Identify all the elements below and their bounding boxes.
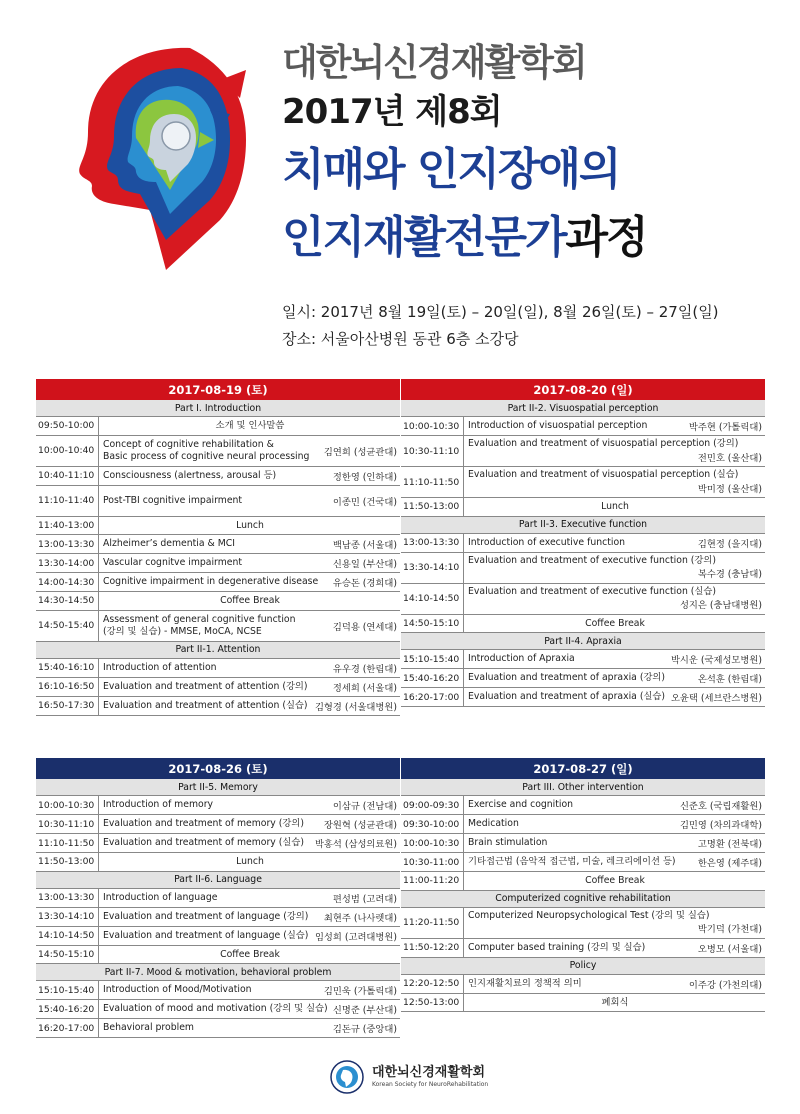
session-speaker: 정한영 (인하대) bbox=[332, 471, 397, 483]
session-time: 15:40-16:20 bbox=[36, 1000, 99, 1018]
session-cell bbox=[464, 853, 765, 871]
part-header: Policy bbox=[401, 958, 765, 975]
session-time: 16:10-16:50 bbox=[36, 678, 99, 696]
session-speaker: 장원혁 (성균관대) bbox=[323, 820, 397, 831]
schedule-row bbox=[401, 796, 765, 815]
session-topic: Lunch bbox=[601, 501, 629, 513]
schedule-rows bbox=[401, 400, 765, 707]
schedule-row bbox=[401, 872, 765, 891]
session-cell bbox=[99, 592, 400, 610]
schedule-row bbox=[36, 946, 400, 965]
session-speaker: 김현정 (을지대) bbox=[697, 538, 762, 550]
session-cell bbox=[464, 815, 765, 833]
session-cell bbox=[99, 834, 400, 852]
session-time: 11:10-11:50 bbox=[36, 834, 99, 852]
session-topic: Post-TBI cognitive impairment bbox=[103, 494, 243, 506]
part-header: Part II-7. Mood & motivation, behavioral problem bbox=[36, 964, 400, 981]
part-header: Part II-2. Visuospatial perception bbox=[401, 400, 765, 417]
session-speaker: 박시운 (국제성모병원) bbox=[670, 655, 762, 666]
session-topic: Introduction of Apraxia bbox=[468, 653, 575, 665]
session-time: 14:00-14:30 bbox=[36, 573, 99, 591]
session-time: 14:30-14:50 bbox=[36, 592, 99, 610]
session-time: 10:00-10:30 bbox=[401, 417, 464, 435]
schedule-row bbox=[36, 1000, 400, 1019]
schedule-day2 bbox=[401, 379, 765, 707]
schedule-row bbox=[401, 994, 765, 1013]
session-cell bbox=[99, 611, 400, 641]
session-topic: Evaluation and treatment of language (실습) bbox=[103, 929, 309, 941]
course-title-line1: 치매와 인지장애의 bbox=[282, 144, 620, 195]
session-topic: Alzheimer’s dementia & MCI bbox=[103, 538, 235, 550]
schedule-row bbox=[401, 908, 765, 939]
course-title-line2-main: 인지재활전문가 bbox=[282, 212, 566, 263]
session-time: 11:20-11:50 bbox=[401, 908, 464, 938]
part-header: Part II-1. Attention bbox=[36, 642, 400, 659]
session-speaker: 백남종 (서울대) bbox=[332, 540, 397, 551]
session-cell bbox=[464, 939, 765, 957]
part-header: Part II-3. Executive function bbox=[401, 517, 765, 534]
schedule-rows bbox=[36, 400, 400, 716]
session-speaker: 김민욱 (가톨릭대) bbox=[323, 986, 397, 997]
session-speaker: 유우경 (한림대) bbox=[332, 663, 397, 675]
schedule-row bbox=[401, 688, 765, 707]
session-topic: Cognitive impairment in degenerative disease bbox=[103, 576, 319, 588]
session-cell bbox=[464, 669, 765, 687]
session-time: 10:00-10:30 bbox=[36, 796, 99, 814]
course-title-line2 bbox=[282, 201, 647, 265]
schedule-row bbox=[36, 573, 400, 592]
session-speaker: 전민호 (울산대) bbox=[697, 452, 762, 464]
session-topic: Evaluation and treatment of attention (강의) bbox=[103, 680, 308, 692]
schedule-row bbox=[36, 417, 400, 436]
session-cell bbox=[99, 815, 400, 833]
session-cell bbox=[99, 1000, 400, 1018]
schedule-row bbox=[401, 553, 765, 584]
session-speaker: 김민영 (차의과대학) bbox=[679, 820, 762, 831]
session-speaker: 오병모 (서울대) bbox=[697, 943, 762, 955]
session-speaker: 임성희 (고려대병원) bbox=[314, 931, 397, 943]
session-cell bbox=[464, 908, 765, 938]
session-cell bbox=[464, 584, 765, 614]
session-time: 13:30-14:10 bbox=[36, 908, 99, 926]
session-topic: Evaluation and treatment of apraxia (강의) bbox=[468, 672, 666, 684]
footer-society-english: Korean Society for NeuroRehabilitation bbox=[372, 1080, 489, 1088]
session-time: 09:50-10:00 bbox=[36, 417, 99, 435]
part-header: Part II-6. Language bbox=[36, 872, 400, 889]
session-topic: Evaluation and treatment of visuospatial perception (강의) bbox=[468, 438, 739, 450]
session-topic: Computer based training (강의 및 실습) bbox=[468, 941, 646, 953]
session-cell bbox=[464, 436, 765, 466]
event-date: 일시: 2017년 8월 19일(토) – 20일(일), 8월 26일(토) – 27일(일) bbox=[282, 303, 719, 321]
session-time: 11:10-11:50 bbox=[401, 467, 464, 497]
session-time: 10:30-11:00 bbox=[401, 853, 464, 871]
session-topic: Behavioral problem bbox=[103, 1022, 194, 1034]
session-topic: Computerized Neuropsychological Test (강의 및 실습) bbox=[468, 909, 710, 921]
session-topic: Introduction of memory bbox=[103, 799, 214, 811]
day-header: 2017-08-26 (토) bbox=[36, 758, 400, 779]
session-time: 12:20-12:50 bbox=[401, 975, 464, 993]
schedule-row bbox=[401, 534, 765, 553]
schedule-row bbox=[36, 486, 400, 517]
session-time: 14:10-14:50 bbox=[401, 584, 464, 614]
session-time: 15:40-16:10 bbox=[36, 659, 99, 677]
session-speaker: 고명환 (전북대) bbox=[697, 839, 762, 850]
schedule-row bbox=[36, 554, 400, 573]
session-time: 09:00-09:30 bbox=[401, 796, 464, 814]
schedule-row bbox=[36, 659, 400, 678]
footer-society-name: 대한뇌신경재활학회 bbox=[372, 1065, 486, 1081]
session-topic: Coffee Break bbox=[220, 948, 280, 960]
schedule-row bbox=[36, 517, 400, 536]
session-cell bbox=[464, 688, 765, 706]
session-time: 09:30-10:00 bbox=[401, 815, 464, 833]
session-topic: Medication bbox=[468, 818, 519, 830]
session-speaker: 유승돈 (경희대) bbox=[332, 578, 397, 589]
session-speaker: 복수경 (충남대) bbox=[697, 569, 762, 581]
schedule-row bbox=[36, 611, 400, 642]
schedule-row bbox=[401, 975, 765, 994]
session-cell bbox=[99, 486, 400, 516]
session-cell bbox=[99, 853, 400, 871]
schedule-row bbox=[36, 1019, 400, 1038]
session-speaker: 신명준 (부산대) bbox=[332, 1005, 397, 1016]
session-speaker: 김덕용 (연세대) bbox=[332, 621, 397, 633]
session-cell bbox=[464, 498, 765, 516]
schedule-rows bbox=[36, 779, 400, 1038]
session-cell bbox=[99, 417, 400, 435]
session-speaker: 최현주 (나사렛대) bbox=[323, 912, 397, 924]
session-topic: 소개 및 인사말씀 bbox=[215, 420, 285, 432]
session-cell bbox=[99, 908, 400, 926]
session-speaker: 한은영 (제주대) bbox=[697, 858, 762, 869]
session-speaker: 박주현 (가톨릭대) bbox=[688, 422, 762, 433]
session-speaker: 김연희 (성균관대) bbox=[323, 446, 397, 458]
schedule-row bbox=[36, 908, 400, 927]
schedule-row bbox=[36, 889, 400, 908]
session-topic: Concept of cognitive rehabilitation & Basic process of cognitive neural processing bbox=[103, 439, 310, 462]
schedule-row bbox=[36, 467, 400, 486]
session-cell bbox=[99, 946, 400, 964]
session-speaker: 이주강 (가천의대) bbox=[688, 979, 762, 991]
session-topic: 인지재활치료의 정책적 의미 bbox=[468, 977, 582, 989]
session-topic: Evaluation and treatment of language (강의) bbox=[103, 910, 309, 922]
session-topic: Assessment of general cognitive function (강의 및 실습) - MMSE, MoCA, NCSE bbox=[103, 614, 296, 637]
session-time: 13:00-13:30 bbox=[401, 534, 464, 552]
session-time: 10:00-10:40 bbox=[36, 436, 99, 466]
session-topic: Introduction of visuospatial perception bbox=[468, 420, 648, 432]
session-time: 16:50-17:30 bbox=[36, 697, 99, 715]
session-topic: Coffee Break bbox=[585, 875, 645, 887]
session-topic: Exercise and cognition bbox=[468, 799, 574, 811]
society-name: 대한뇌신경재활학회 bbox=[282, 41, 586, 84]
session-cell bbox=[99, 535, 400, 553]
session-cell bbox=[464, 417, 765, 435]
day-header: 2017-08-19 (토) bbox=[36, 379, 400, 400]
schedule-row bbox=[36, 592, 400, 611]
schedule-row bbox=[36, 678, 400, 697]
session-time: 10:40-11:10 bbox=[36, 467, 99, 485]
session-cell bbox=[464, 467, 765, 497]
schedule-row bbox=[401, 669, 765, 688]
session-speaker: 김형경 (서울대병원) bbox=[314, 701, 397, 713]
schedule-row bbox=[36, 834, 400, 853]
schedule-day4 bbox=[401, 758, 765, 1012]
session-time: 15:10-15:40 bbox=[401, 650, 464, 668]
footer-logo bbox=[330, 1057, 488, 1097]
session-topic: Evaluation and treatment of memory (강의) bbox=[103, 818, 304, 830]
part-header: Part II-5. Memory bbox=[36, 779, 400, 796]
session-speaker: 박미정 (울산대) bbox=[697, 483, 762, 495]
session-topic: Coffee Break bbox=[220, 595, 280, 607]
session-time: 13:30-14:00 bbox=[36, 554, 99, 572]
session-cell bbox=[464, 796, 765, 814]
session-topic: Evaluation and treatment of attention (실습) bbox=[103, 699, 308, 711]
session-time: 10:00-10:30 bbox=[401, 834, 464, 852]
heads-arrows-logo-icon bbox=[70, 40, 260, 275]
day-header: 2017-08-27 (일) bbox=[401, 758, 765, 779]
session-topic: Lunch bbox=[236, 519, 264, 531]
session-topic: 폐회식 bbox=[601, 996, 629, 1008]
society-emblem-icon bbox=[330, 1060, 364, 1094]
session-topic: Evaluation and treatment of executive function (실습) bbox=[468, 585, 717, 597]
day-header: 2017-08-20 (일) bbox=[401, 379, 765, 400]
session-cell bbox=[99, 889, 400, 907]
session-topic: Brain stimulation bbox=[468, 837, 548, 849]
session-time: 11:40-13:00 bbox=[36, 517, 99, 535]
schedule-row bbox=[401, 615, 765, 634]
session-topic: Introduction of attention bbox=[103, 661, 217, 673]
session-topic: Introduction of language bbox=[103, 891, 218, 903]
session-speaker: 성지은 (충남대병원) bbox=[679, 600, 762, 612]
session-speaker: 박홍석 (삼성의료원) bbox=[314, 839, 397, 850]
session-speaker: 오윤택 (세브란스병원) bbox=[670, 693, 762, 704]
session-time: 11:00-11:20 bbox=[401, 872, 464, 890]
session-cell bbox=[99, 467, 400, 485]
schedule-row bbox=[36, 815, 400, 834]
session-cell bbox=[99, 517, 400, 535]
session-topic: Evaluation and treatment of executive function (강의) bbox=[468, 554, 717, 566]
session-cell bbox=[99, 678, 400, 696]
session-topic: Evaluation and treatment of memory (실습) bbox=[103, 837, 304, 849]
part-header: Part II-4. Apraxia bbox=[401, 633, 765, 650]
session-time: 11:50-13:00 bbox=[36, 853, 99, 871]
session-topic: Lunch bbox=[236, 856, 264, 868]
schedule-rows bbox=[401, 779, 765, 1012]
session-cell bbox=[99, 573, 400, 591]
session-topic: Evaluation of mood and motivation (강의 및 실습) bbox=[103, 1003, 328, 1015]
schedule-row bbox=[36, 697, 400, 716]
session-speaker: 온석훈 (한림대) bbox=[697, 674, 762, 685]
schedule-row bbox=[401, 939, 765, 958]
session-speaker: 편성범 (고려대) bbox=[332, 893, 397, 905]
session-cell bbox=[99, 697, 400, 715]
schedule-row bbox=[36, 436, 400, 467]
session-cell bbox=[99, 436, 400, 466]
session-time: 14:50-15:10 bbox=[401, 615, 464, 633]
schedule-row bbox=[36, 796, 400, 815]
session-speaker: 이삼규 (전남대) bbox=[332, 801, 397, 812]
session-time: 13:00-13:30 bbox=[36, 889, 99, 907]
schedule-day3 bbox=[36, 758, 400, 1038]
schedule-row bbox=[36, 981, 400, 1000]
schedule-row bbox=[401, 436, 765, 467]
part-header: Computerized cognitive rehabilitation bbox=[401, 891, 765, 908]
session-cell bbox=[464, 872, 765, 890]
session-cell bbox=[464, 650, 765, 668]
session-cell bbox=[464, 834, 765, 852]
schedule-row bbox=[401, 467, 765, 498]
session-time: 16:20-17:00 bbox=[36, 1019, 99, 1037]
session-cell bbox=[99, 927, 400, 945]
session-topic: Vascular cognitve impairment bbox=[103, 557, 243, 569]
session-cell bbox=[464, 975, 765, 993]
session-topic: Evaluation and treatment of visuospatial perception (실습) bbox=[468, 469, 739, 481]
session-time: 10:30-11:10 bbox=[36, 815, 99, 833]
schedule-row bbox=[401, 498, 765, 517]
schedule-row bbox=[401, 853, 765, 872]
course-title-line2-tail: 과정 bbox=[565, 212, 647, 263]
session-time: 12:50-13:00 bbox=[401, 994, 464, 1012]
part-header: Part III. Other intervention bbox=[401, 779, 765, 796]
session-time: 15:40-16:20 bbox=[401, 669, 464, 687]
schedule-row bbox=[401, 417, 765, 436]
schedule-row bbox=[401, 584, 765, 615]
session-cell bbox=[99, 796, 400, 814]
session-time: 11:50-13:00 bbox=[401, 498, 464, 516]
session-cell bbox=[99, 981, 400, 999]
session-speaker: 박기덕 (가천대) bbox=[697, 924, 762, 936]
session-topic: Introduction of executive function bbox=[468, 536, 626, 548]
schedule-row bbox=[401, 650, 765, 669]
event-place: 장소: 서울아산병원 동관 6층 소강당 bbox=[282, 330, 519, 348]
session-speaker: 김돈규 (중앙대) bbox=[332, 1024, 397, 1035]
schedule-day1 bbox=[36, 379, 400, 716]
edition-title: 2017년 제8회 bbox=[282, 92, 502, 132]
session-time: 13:30-14:10 bbox=[401, 553, 464, 583]
session-time: 13:00-13:30 bbox=[36, 535, 99, 553]
session-cell bbox=[464, 534, 765, 552]
session-topic: Consciousness (alertness, arousal 등) bbox=[103, 469, 277, 481]
session-cell bbox=[464, 615, 765, 633]
session-topic: Evaluation and treatment of apraxia (실습) bbox=[468, 691, 666, 703]
session-cell bbox=[99, 554, 400, 572]
session-speaker: 신준호 (국립재활원) bbox=[679, 801, 762, 812]
session-topic: 기타접근법 (음악적 접근법, 미술, 레크리에이션 등) bbox=[468, 856, 676, 868]
session-speaker: 정세희 (서울대) bbox=[332, 682, 397, 694]
session-cell bbox=[464, 994, 765, 1012]
session-speaker: 이종민 (건국대) bbox=[332, 496, 397, 508]
part-header: Part I. Introduction bbox=[36, 400, 400, 417]
session-time: 14:50-15:10 bbox=[36, 946, 99, 964]
session-cell bbox=[464, 553, 765, 583]
schedule-row bbox=[36, 535, 400, 554]
schedule-row bbox=[36, 853, 400, 872]
session-time: 14:50-15:40 bbox=[36, 611, 99, 641]
session-cell bbox=[99, 659, 400, 677]
session-cell bbox=[99, 1019, 400, 1037]
session-time: 15:10-15:40 bbox=[36, 981, 99, 999]
schedule-row bbox=[36, 927, 400, 946]
session-speaker: 신용일 (부산대) bbox=[332, 559, 397, 570]
session-time: 11:50-12:20 bbox=[401, 939, 464, 957]
session-time: 10:30-11:10 bbox=[401, 436, 464, 466]
session-time: 14:10-14:50 bbox=[36, 927, 99, 945]
schedule-row bbox=[401, 834, 765, 853]
schedule-row bbox=[401, 815, 765, 834]
session-time: 16:20-17:00 bbox=[401, 688, 464, 706]
session-topic: Introduction of Mood/Motivation bbox=[103, 984, 252, 996]
session-topic: Coffee Break bbox=[585, 617, 645, 629]
session-time: 11:10-11:40 bbox=[36, 486, 99, 516]
